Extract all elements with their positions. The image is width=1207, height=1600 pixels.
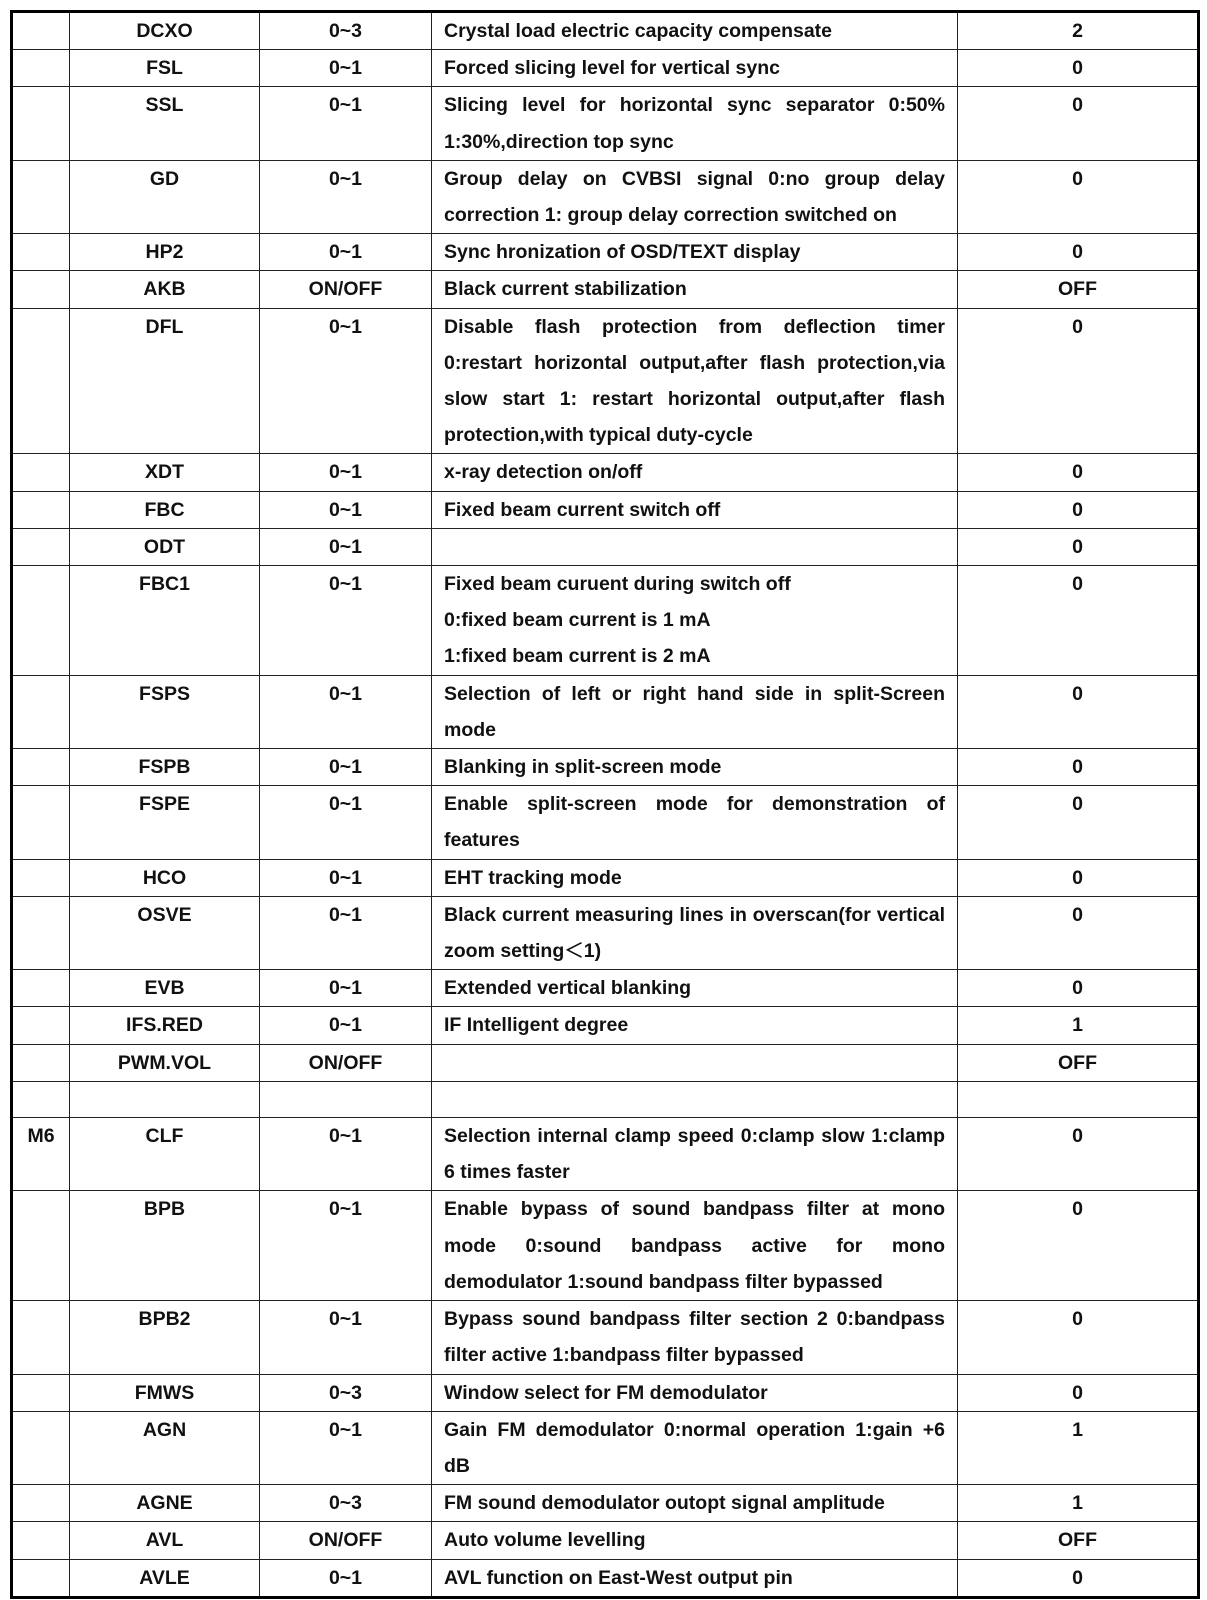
default-value-cell: OFF — [958, 1522, 1199, 1559]
item-name-cell: AGNE — [70, 1485, 260, 1522]
menu-cell — [12, 566, 70, 676]
item-name-cell: FBC — [70, 491, 260, 528]
item-name-cell: ODT — [70, 528, 260, 565]
menu-cell — [12, 1044, 70, 1081]
range-cell: ON/OFF — [260, 1522, 432, 1559]
table-row — [12, 1191, 1199, 1301]
menu-cell — [12, 1522, 70, 1559]
menu-cell — [12, 234, 70, 271]
range-cell: 0~1 — [260, 1301, 432, 1374]
item-name-cell: HCO — [70, 859, 260, 896]
default-value-cell: 0 — [958, 566, 1199, 676]
table-row — [12, 1411, 1199, 1484]
menu-cell — [12, 1081, 70, 1117]
description-cell: Auto volume levelling — [432, 1522, 958, 1559]
table-row — [12, 786, 1199, 859]
default-value-cell: 0 — [958, 528, 1199, 565]
menu-cell — [12, 87, 70, 160]
item-name-cell: AKB — [70, 271, 260, 308]
range-cell: 0~1 — [260, 566, 432, 676]
menu-cell — [12, 454, 70, 491]
default-value-cell: OFF — [958, 271, 1199, 308]
table-row — [12, 50, 1199, 87]
range-cell: 0~3 — [260, 12, 432, 50]
menu-cell — [12, 1411, 70, 1484]
menu-cell: M6 — [12, 1118, 70, 1191]
table-row — [12, 1559, 1199, 1597]
description-cell: Window select for FM demodulator — [432, 1374, 958, 1411]
menu-cell — [12, 1007, 70, 1044]
table-row — [12, 528, 1199, 565]
default-value-cell: 0 — [958, 970, 1199, 1007]
parameter-table — [10, 10, 1200, 1599]
item-name-cell: IFS.RED — [70, 1007, 260, 1044]
range-cell: 0~3 — [260, 1485, 432, 1522]
default-value-cell: 0 — [958, 160, 1199, 233]
description-cell: Enable bypass of sound bandpass filter at mono mode 0:sound bandpass active for mono demodulator 1:sound bandpass filter bypassed — [432, 1191, 958, 1301]
range-cell: 0~1 — [260, 1191, 432, 1301]
table-row — [12, 859, 1199, 896]
range-cell: 0~1 — [260, 50, 432, 87]
table-row — [12, 1485, 1199, 1522]
item-name-cell: AVLE — [70, 1559, 260, 1597]
default-value-cell: 1 — [958, 1411, 1199, 1484]
description-cell: Forced slicing level for vertical sync — [432, 50, 958, 87]
table-row — [12, 234, 1199, 271]
menu-cell — [12, 160, 70, 233]
table-row — [12, 1007, 1199, 1044]
default-value-cell: 0 — [958, 234, 1199, 271]
table-row — [12, 1522, 1199, 1559]
item-name-cell: FSL — [70, 50, 260, 87]
menu-cell — [12, 50, 70, 87]
table-row — [12, 566, 1199, 676]
range-cell: 0~1 — [260, 1559, 432, 1597]
table-row — [12, 1374, 1199, 1411]
range-cell: 0~1 — [260, 308, 432, 454]
description-cell — [432, 528, 958, 565]
table-row — [12, 491, 1199, 528]
menu-cell — [12, 1191, 70, 1301]
default-value-cell: 0 — [958, 1191, 1199, 1301]
default-value-cell: 0 — [958, 491, 1199, 528]
item-name-cell: BPB2 — [70, 1301, 260, 1374]
item-name-cell: AVL — [70, 1522, 260, 1559]
menu-cell — [12, 786, 70, 859]
menu-cell — [12, 896, 70, 969]
item-name-cell: DCXO — [70, 12, 260, 50]
description-cell: FM sound demodulator outopt signal amplitude — [432, 1485, 958, 1522]
description-cell: AVL function on East-West output pin — [432, 1559, 958, 1597]
default-value-cell: 0 — [958, 1559, 1199, 1597]
menu-cell — [12, 491, 70, 528]
menu-cell — [12, 271, 70, 308]
default-value-cell: 1 — [958, 1007, 1199, 1044]
description-cell: Sync hronization of OSD/TEXT display — [432, 234, 958, 271]
table-row — [12, 749, 1199, 786]
description-cell: Selection of left or right hand side in split-Screen mode — [432, 675, 958, 748]
range-cell: 0~1 — [260, 1007, 432, 1044]
range-cell: 0~1 — [260, 454, 432, 491]
menu-cell — [12, 1485, 70, 1522]
range-cell: 0~1 — [260, 491, 432, 528]
parameter-table-body — [12, 12, 1199, 1598]
item-name-cell: FMWS — [70, 1374, 260, 1411]
menu-cell — [12, 1301, 70, 1374]
range-cell: ON/OFF — [260, 271, 432, 308]
item-name-cell: XDT — [70, 454, 260, 491]
table-row — [12, 1301, 1199, 1374]
item-name-cell: PWM.VOL — [70, 1044, 260, 1081]
item-name-cell: FSPB — [70, 749, 260, 786]
item-name-cell: FSPE — [70, 786, 260, 859]
table-row — [12, 896, 1199, 969]
range-cell: 0~1 — [260, 234, 432, 271]
menu-cell — [12, 528, 70, 565]
range-cell: 0~1 — [260, 970, 432, 1007]
menu-cell — [12, 12, 70, 50]
description-cell: IF Intelligent degree — [432, 1007, 958, 1044]
item-name-cell: BPB — [70, 1191, 260, 1301]
table-row — [12, 308, 1199, 454]
description-cell: Fixed beam curuent during switch off 0:fixed beam current is 1 mA 1:fixed beam current is 2 mA — [432, 566, 958, 676]
range-cell: 0~1 — [260, 528, 432, 565]
description-cell — [432, 1044, 958, 1081]
item-name-cell: FBC1 — [70, 566, 260, 676]
default-value-cell: 0 — [958, 87, 1199, 160]
item-name-cell: GD — [70, 160, 260, 233]
default-value-cell: 1 — [958, 1485, 1199, 1522]
table-row — [12, 1081, 1199, 1117]
table-row — [12, 271, 1199, 308]
range-cell: 0~1 — [260, 160, 432, 233]
menu-cell — [12, 749, 70, 786]
default-value-cell: 0 — [958, 675, 1199, 748]
range-cell: 0~1 — [260, 675, 432, 748]
item-name-cell: FSPS — [70, 675, 260, 748]
table-row — [12, 675, 1199, 748]
item-name-cell — [70, 1081, 260, 1117]
item-name-cell: HP2 — [70, 234, 260, 271]
table-row — [12, 454, 1199, 491]
table-row — [12, 970, 1199, 1007]
range-cell: ON/OFF — [260, 1044, 432, 1081]
default-value-cell: 0 — [958, 454, 1199, 491]
table-row — [12, 1118, 1199, 1191]
description-cell — [432, 1081, 958, 1117]
description-cell: Selection internal clamp speed 0:clamp slow 1:clamp 6 times faster — [432, 1118, 958, 1191]
table-row — [12, 160, 1199, 233]
description-cell: Fixed beam current switch off — [432, 491, 958, 528]
item-name-cell: OSVE — [70, 896, 260, 969]
default-value-cell: 0 — [958, 50, 1199, 87]
table-row — [12, 87, 1199, 160]
default-value-cell: 0 — [958, 1301, 1199, 1374]
menu-cell — [12, 970, 70, 1007]
description-cell: Bypass sound bandpass filter section 2 0:bandpass filter active 1:bandpass filter bypassed — [432, 1301, 958, 1374]
range-cell: 0~1 — [260, 1118, 432, 1191]
description-cell: Enable split-screen mode for demonstration of features — [432, 786, 958, 859]
default-value-cell: 2 — [958, 12, 1199, 50]
default-value-cell: 0 — [958, 786, 1199, 859]
description-cell: Extended vertical blanking — [432, 970, 958, 1007]
default-value-cell: OFF — [958, 1044, 1199, 1081]
range-cell: 0~1 — [260, 1411, 432, 1484]
default-value-cell: 0 — [958, 1118, 1199, 1191]
table-row — [12, 1044, 1199, 1081]
description-cell: Gain FM demodulator 0:normal operation 1:gain +6 dB — [432, 1411, 958, 1484]
default-value-cell: 0 — [958, 859, 1199, 896]
description-cell: Slicing level for horizontal sync separator 0:50% 1:30%,direction top sync — [432, 87, 958, 160]
item-name-cell: EVB — [70, 970, 260, 1007]
item-name-cell: CLF — [70, 1118, 260, 1191]
menu-cell — [12, 308, 70, 454]
range-cell: 0~3 — [260, 1374, 432, 1411]
default-value-cell: 0 — [958, 308, 1199, 454]
description-cell: Black current stabilization — [432, 271, 958, 308]
default-value-cell — [958, 1081, 1199, 1117]
range-cell: 0~1 — [260, 786, 432, 859]
menu-cell — [12, 1559, 70, 1597]
default-value-cell: 0 — [958, 749, 1199, 786]
description-cell: Crystal load electric capacity compensate — [432, 12, 958, 50]
range-cell: 0~1 — [260, 87, 432, 160]
item-name-cell: SSL — [70, 87, 260, 160]
menu-cell — [12, 859, 70, 896]
item-name-cell: AGN — [70, 1411, 260, 1484]
range-cell: 0~1 — [260, 896, 432, 969]
range-cell — [260, 1081, 432, 1117]
description-cell: Blanking in split-screen mode — [432, 749, 958, 786]
menu-cell — [12, 675, 70, 748]
menu-cell — [12, 1374, 70, 1411]
description-cell: Black current measuring lines in overscan(for vertical zoom setting＜1) — [432, 896, 958, 969]
range-cell: 0~1 — [260, 749, 432, 786]
description-cell: Disable flash protection from deflection timer 0:restart horizontal output,after flash protection,via slow start 1: restart horizontal output,after flash protection,with typical duty-cycle — [432, 308, 958, 454]
range-cell: 0~1 — [260, 859, 432, 896]
description-cell: x-ray detection on/off — [432, 454, 958, 491]
table-row — [12, 12, 1199, 50]
default-value-cell: 0 — [958, 1374, 1199, 1411]
description-cell: Group delay on CVBSI signal 0:no group delay correction 1: group delay correction switched on — [432, 160, 958, 233]
description-cell: EHT tracking mode — [432, 859, 958, 896]
default-value-cell: 0 — [958, 896, 1199, 969]
item-name-cell: DFL — [70, 308, 260, 454]
